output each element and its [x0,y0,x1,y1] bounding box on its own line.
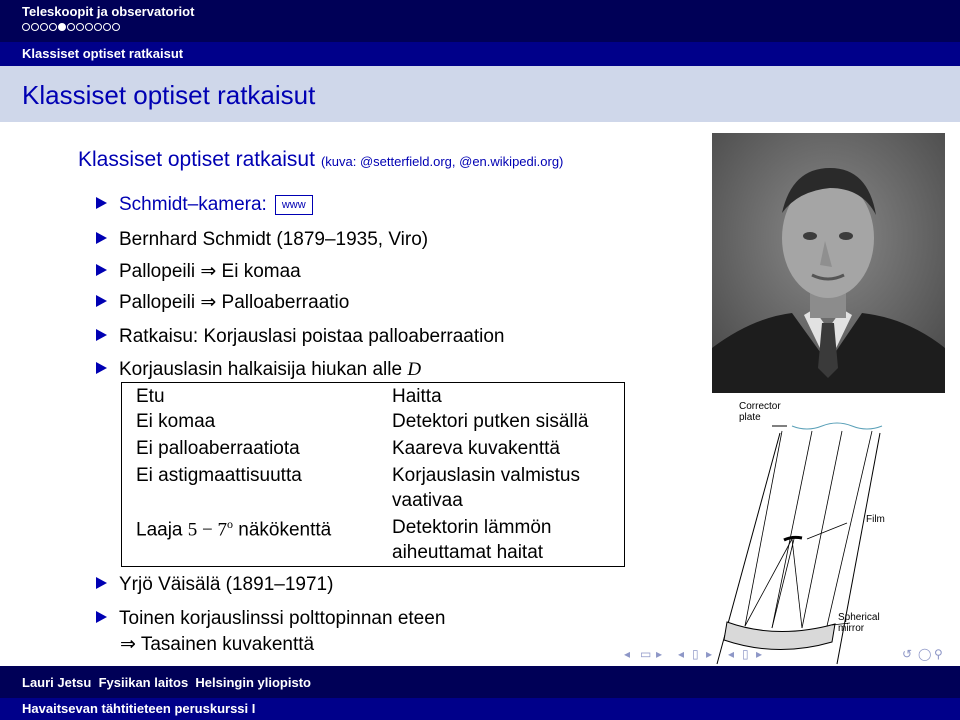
author-name: Lauri Jetsu [22,675,92,690]
www-link-button[interactable]: www [275,195,313,215]
mirror-label: Spherical [838,612,880,623]
progress-dot[interactable] [85,23,93,31]
pros-cons-table [121,382,625,567]
mirror-label: mirror [838,623,865,634]
progress-dot[interactable] [67,23,75,31]
fov-range: 5 − 7 [187,519,227,541]
diagram-svg [712,396,952,678]
bullet-schmidt-camera [96,194,313,216]
footer-author [22,675,311,690]
progress-dot[interactable] [40,23,48,31]
arrow-left-icon[interactable]: ◂ [678,647,685,661]
implies-icon: ⇒ [120,634,136,655]
table-cell: Detektori putken sisällä [392,411,589,432]
frame-title: Klassiset optiset ratkaisut [22,80,316,110]
bullet-triangle-icon [96,264,107,276]
progress-dot[interactable] [94,23,102,31]
frame-title-bar [0,66,960,122]
image-source: (kuva: @setterfield.org, @en.wikipedi.org) [320,154,564,169]
bullet-triangle-icon [96,232,107,244]
undo-icon[interactable]: ↺ [902,647,913,661]
table-cell-field-of-view [136,517,331,541]
bullet-text: Bernhard Schmidt (1879–1935, Viro) [119,229,429,250]
bullet-triangle-icon [96,295,107,307]
university-name: Helsingin yliopisto [195,675,311,690]
section-title[interactable]: Teleskoopit ja observatoriot [22,4,195,19]
table-cell: Detektorin lämmön [392,517,552,538]
schmidt-camera-diagram [712,396,952,678]
footer-author-bar [0,666,960,698]
bullet-spherical-aberration [96,291,349,314]
subsection-icon[interactable]: ▯ [742,647,749,661]
bullet-text: Pallopeili [119,292,196,313]
corrector-label: plate [739,412,761,423]
beamer-navigation [620,647,960,665]
department-name: Fysiikan laitos [98,675,189,690]
progress-dot[interactable] [112,23,120,31]
progress-dot[interactable] [76,23,84,31]
arrow-right-icon[interactable]: ▸ [756,647,763,661]
fov-prefix: Laaja [136,519,183,541]
bullet-yrjo-vaisala [96,574,333,596]
bullet-no-coma [96,260,301,283]
bullet-text: Toinen korjauslinssi polttopinnan eteen [119,608,446,629]
table-header-pros: Etu [136,386,165,407]
bullet-triangle-icon [96,362,107,374]
bullet-triangle-icon [96,611,107,623]
table-cell: Ei komaa [136,411,216,432]
block-title [78,148,563,172]
arrow-right-icon[interactable]: ▸ [706,647,713,661]
zoom-icon[interactable]: ⚲ [934,647,943,661]
bullet-bernhard-schmidt [96,229,428,251]
bullet-text: Ei komaa [221,261,301,282]
header-section-bar [0,0,960,42]
implies-icon: ⇒ [200,292,217,313]
table-cell: Ei astigmaattisuutta [136,465,302,486]
bullet-second-corrector [96,608,445,630]
film-label: Film [866,514,885,525]
progress-dot[interactable] [58,23,66,31]
bullet-text: Korjauslasin halkaisija hiukan alle [119,359,403,380]
bullet-flat-field [120,633,314,656]
arrow-left-icon[interactable]: ◂ [728,647,735,661]
course-title: Havaitsevan tähtitieteen peruskurssi I [22,701,256,716]
bullet-text: Yrjö Väisälä (1891–1971) [119,574,334,595]
table-cell: Ei palloaberraatiota [136,438,300,459]
arrow-right-icon[interactable]: ▸ [656,647,663,661]
bernhard-schmidt-portrait [712,133,945,393]
bullet-text: Schmidt–kamera: [119,194,267,215]
progress-dot[interactable] [49,23,57,31]
section-icon[interactable]: ▯ [692,647,699,661]
progress-dot[interactable] [31,23,39,31]
bullet-triangle-icon [96,329,107,341]
bullet-text: Tasainen kuvakenttä [140,634,315,655]
table-cell: vaativaa [392,490,463,511]
table-cell: aiheuttamat haitat [392,542,544,563]
bullet-triangle-icon [96,197,107,209]
bullet-corrector-diameter [96,359,421,381]
arrow-left-icon[interactable]: ◂ [624,647,631,661]
degree-symbol: o [227,517,233,531]
frame-icon[interactable]: ▭ [640,647,652,661]
search-icon[interactable]: ◯ [918,647,932,661]
bullet-triangle-icon [96,577,107,589]
progress-dot[interactable] [22,23,30,31]
bullet-text: Pallopeili [119,261,196,282]
corrector-label: Corrector [739,401,781,412]
footer-course-bar [0,698,960,720]
portrait-image [712,133,945,393]
fov-suffix: näkökenttä [238,519,332,541]
subsection-title[interactable]: Klassiset optiset ratkaisut [22,46,184,61]
bullet-text: Ratkaisu: Korjauslasi poistaa palloaberraation [119,326,505,347]
progress-dot[interactable] [103,23,111,31]
table-header-cons: Haitta [392,386,442,407]
header-subsection-bar [0,42,960,66]
table-cell: Korjauslasin valmistus [392,465,580,486]
progress-dots [22,23,120,31]
table-cell: Kaareva kuvakenttä [392,438,560,459]
diameter-symbol: D [407,359,422,380]
implies-icon: ⇒ [200,261,217,282]
block-title-text: Klassiset optiset ratkaisut [78,148,315,171]
bullet-text: Palloaberraatio [221,292,350,313]
bullet-solution [96,326,505,348]
